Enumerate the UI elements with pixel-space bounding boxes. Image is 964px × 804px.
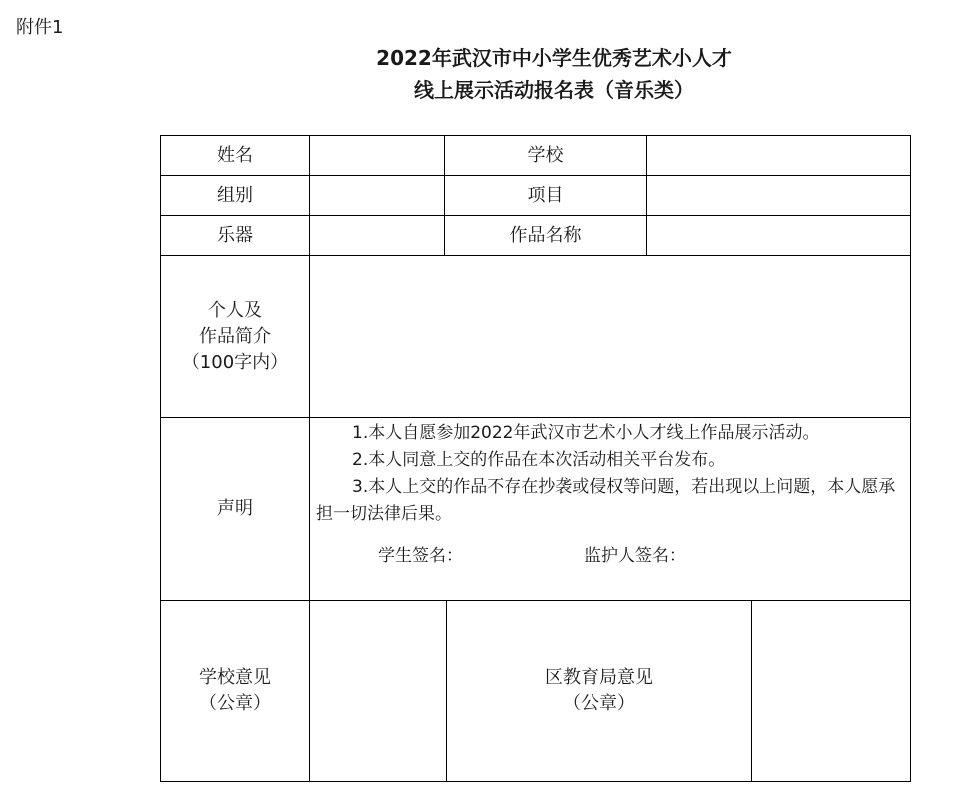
form-title-line2: 线上展示活动报名表（音乐类） (414, 78, 694, 102)
instrument-field[interactable] (309, 215, 445, 256)
item-label-cell (444, 175, 647, 216)
name-field[interactable] (309, 135, 445, 176)
work-title-label: 作品名称 (509, 224, 582, 246)
declaration-label: 声明 (217, 498, 253, 519)
instrument-label: 乐器 (217, 224, 253, 246)
school-label-cell (444, 135, 647, 176)
group-label-cell (160, 175, 310, 216)
declaration-text (316, 420, 904, 528)
school-opinion-label-cell (160, 600, 310, 782)
item-field[interactable] (646, 175, 911, 216)
instrument-label-cell (160, 215, 310, 256)
declaration-item-2: 2.本人同意上交的作品在本次活动相关平台发布。 (352, 450, 726, 470)
form-title-line1: 2022年武汉市中小学生优秀艺术小人才 (376, 46, 732, 70)
group-label: 组别 (217, 184, 253, 206)
work-title-label-cell (444, 215, 647, 256)
intro-label-cell (160, 255, 310, 418)
student-signature-label: 学生签名： (378, 546, 463, 566)
item-label: 项目 (527, 184, 564, 206)
work-title-field[interactable] (646, 215, 911, 256)
declaration-label-cell (160, 417, 310, 601)
school-label: 学校 (527, 144, 564, 166)
guardian-signature-label: 监护人签名： (584, 546, 686, 566)
intro-label-line2: 作品简介 (198, 325, 271, 347)
district-opinion-label-cell (446, 600, 752, 782)
attachment-label: 附件1 (16, 17, 64, 38)
school-opinion-field[interactable] (309, 600, 447, 782)
group-field[interactable] (309, 175, 445, 216)
name-label-cell (160, 135, 310, 176)
district-opinion-field[interactable] (751, 600, 911, 782)
intro-label-line1: 个人及 (207, 299, 262, 321)
declaration-item-3: 3.本人上交的作品不存在抄袭或侵权等问题，若出现以上问题，本人愿承担一切法律后果。 (316, 477, 896, 524)
school-field[interactable] (646, 135, 911, 176)
school-opinion-label-line1: 学校意见 (199, 667, 271, 688)
name-label: 姓名 (217, 144, 253, 166)
school-opinion-label-line2: （公章） (199, 693, 271, 714)
intro-label-line3: （100字内） (181, 351, 289, 373)
district-opinion-label-line2: （公章） (563, 693, 635, 714)
intro-field[interactable] (309, 255, 911, 418)
declaration-item-1: 1.本人自愿参加2022年武汉市艺术小人才线上作品展示活动。 (352, 423, 820, 443)
district-opinion-label-line1: 区教育局意见 (545, 667, 653, 688)
